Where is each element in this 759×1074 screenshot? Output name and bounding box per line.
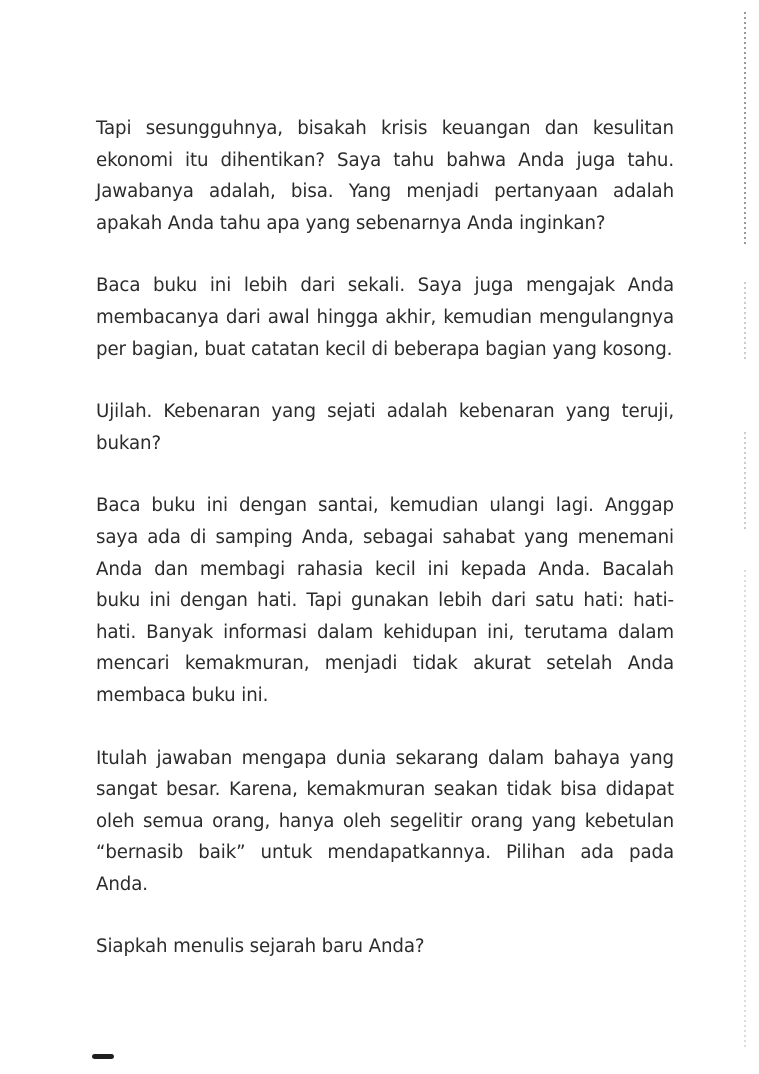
scan-edge-artifact bbox=[744, 12, 746, 247]
scan-edge-artifact bbox=[744, 432, 746, 532]
paragraph-1: Tapi sesungguhnya, bisakah krisis keuangan dan kesulitan ekonomi itu dihentikan? Saya tahu bahwa Anda juga tahu. Jawabanya adalah, bisa. Yang menjadi pertanyaan adalah apakah Anda tahu apa yang sebenarnya Anda inginkan? bbox=[96, 118, 674, 234]
body-text bbox=[96, 113, 674, 963]
scan-edge-artifact bbox=[744, 570, 746, 1050]
paragraph-5: Itulah jawaban mengapa dunia sekarang dalam bahaya yang sangat besar. Karena, kemakmuran seakan tidak bisa didapat oleh semua orang, hanya oleh segelitir orang yang kebetulan “bernasib baik” untuk mendapatkannya. Pilihan ada pada Anda. bbox=[96, 747, 674, 895]
footer-mark bbox=[92, 1054, 114, 1059]
paragraph-6: Siapkah menulis sejarah baru Anda? bbox=[96, 936, 425, 958]
paragraph-4: Baca buku ini dengan santai, kemudian ulangi lagi. Anggap saya ada di samping Anda, sebagai sahabat yang menemani Anda dan membagi rahasia kecil ini kepada Anda. Bacalah buku ini dengan hati. Tapi gunakan lebih dari satu hati: hati-hati. Banyak informasi dalam kehidupan ini, terutama dalam mencari kemakmuran, menjadi tidak akurat setelah Anda membaca buku ini. bbox=[96, 495, 674, 706]
paragraph-3: Ujilah. Kebenaran yang sejati adalah kebenaran yang teruji, bukan? bbox=[96, 401, 674, 454]
paragraph-2: Baca buku ini lebih dari sekali. Saya juga mengajak Anda membacanya dari awal hingga akhir, kemudian mengulangnya per bagian, buat catatan kecil di beberapa bagian yang kosong. bbox=[96, 275, 674, 360]
scan-edge-artifact bbox=[744, 282, 746, 362]
